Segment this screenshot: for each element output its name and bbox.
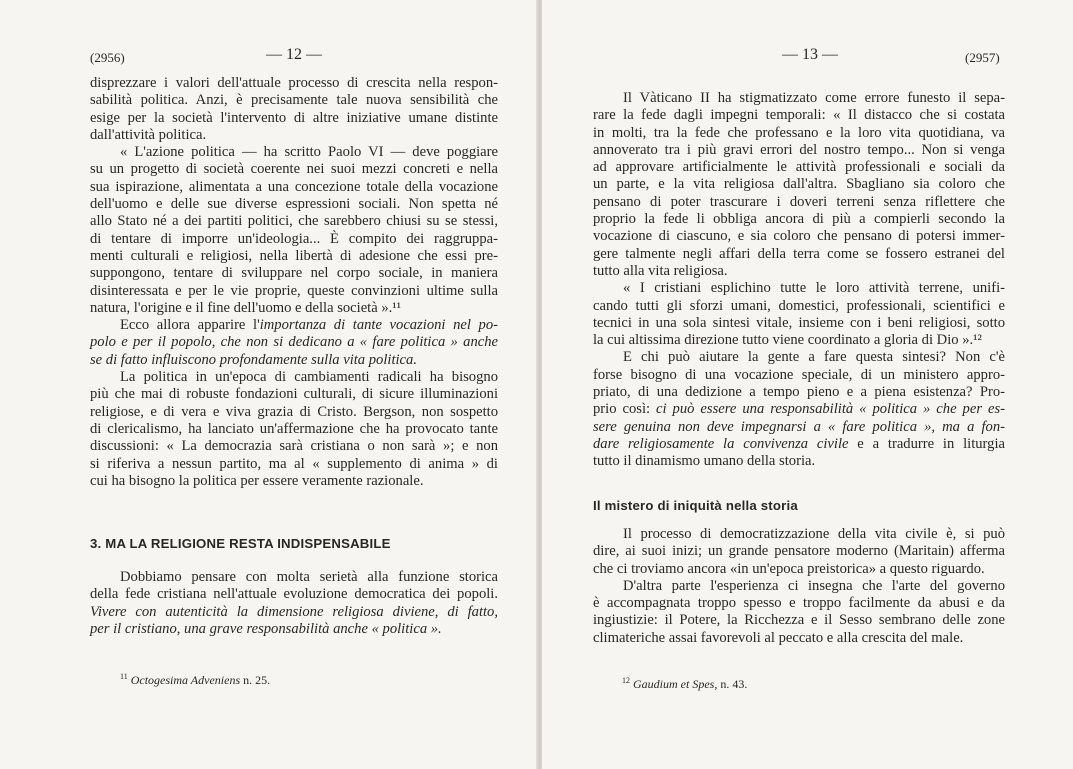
text-line: prio così: ci può essere una responsabilità « politica » che per es- (593, 401, 1005, 418)
text-line: priato, di una dedizione a tempo pieno e a piena esistenza? Pro- (593, 384, 1005, 401)
text-line: rare la fede dagli impegni temporali: « Il distacco che si costata (593, 107, 1005, 124)
text-line: menti culturali e religiosi, nella libertà di adesione che essi pre- (90, 247, 498, 264)
text-line: natura, l'origine e il fine dell'uomo e della società ».¹¹ (90, 299, 402, 316)
text-line: vocazione di ciascuno, e sia coloro che pensano di potersi immer- (593, 228, 1005, 245)
paragraph (90, 144, 498, 317)
left-body-top (90, 75, 498, 490)
text-line: E chi può aiutare la gente a fare questa sintesi? Non c'è (623, 349, 1005, 366)
text-line: che ci troviamo ancora «in un'epoca preistorica» a questo riguardo. (593, 560, 985, 577)
text-line: gere talmente negli affari della terra come se fossero estranei del (593, 245, 1005, 262)
paragraph (90, 369, 498, 490)
text-line: « L'azione politica — ha scritto Paolo VI — deve poggiare (120, 144, 498, 161)
text-line: della fede cristiana nell'attuale evoluzione democratica dei popoli. (90, 586, 498, 603)
text-line: dare religiosamente la convivenza civile e a tradurre in liturgia (593, 435, 1005, 452)
text-line: ad approvare artificialmente le attività professionali e sociali da (593, 159, 1005, 176)
section-heading: Il mistero di iniquità nella storia (593, 498, 798, 513)
text-line: disinteressata e per le vie proprie, queste convinzioni ultime sulla (90, 282, 498, 299)
text-line: religiose, e di vera e viva grazia di Cristo. Bergson, non sospetto (90, 403, 498, 420)
text-line: D'altra parte l'esperienza ci insegna che l'arte del governo (623, 577, 1005, 594)
text-line: sua ispirazione, alimentata a una concezione totale della vocazione (90, 178, 498, 195)
text-line: la cui altissima direzione tutto viene coordinato a gloria di Dio ».¹² (593, 332, 982, 349)
right-body-top (593, 90, 1005, 471)
text-line: per il cristiano, una grave responsabilità anche « politica ». (90, 620, 442, 637)
text-line: annoverato tra i più gravi errori del nostro tempo... Non si venga (593, 141, 1005, 158)
footnote: $^{12}$ Gaudium et Spes, n. 43. (622, 676, 748, 691)
text-line: di tentare di imporre un'ideologia... È compito dei raggruppa- (90, 230, 498, 247)
text-line: cando tutti gli sforzi umani, domestici, professionali, scientifici e (593, 297, 1005, 314)
text-line: dell'uomo e delle sue diverse espressioni sociali. Non spetta né (90, 196, 498, 213)
text-line: su un progetto di società coerente nei suoi mezzi concreti e nella (90, 161, 498, 178)
text-line: climateriche assai favorevoli al peccato e alla crescita del male. (593, 629, 964, 646)
footnote: $^{11}$ Octogesima Adveniens n. 25. (120, 672, 271, 687)
text-line: tutto il dinamismo umano della storia. (593, 453, 816, 470)
text-line: allo Stato né a dei partiti politici, che sarebbero chiusi su se stessi, (90, 213, 498, 230)
right-body-bottom (593, 526, 1005, 647)
text-line: esige per la società l'intervento di altre iniziative umane distinte (90, 109, 498, 126)
text-line: sabilità politica. Anzi, è precisamente tale nuova sensibilità che (90, 92, 498, 109)
text-line: tecnici in una sola sintesi vitale, insieme con i beni religiosi, sotto (593, 314, 1005, 331)
text-line: suppongono, tentare di sviluppare nel corpo sociale, in maniera (90, 265, 498, 282)
text-line: Il processo di democratizzazione della vita civile è, si può (623, 526, 1005, 542)
text-line: Vivere con autenticità la dimensione religiosa diviene, di fatto, (90, 603, 498, 620)
text-line: se di fatto influiscono profondamente sulla vita politica. (90, 351, 417, 368)
paragraph (90, 317, 498, 369)
text-line: disprezzare i valori dell'attuale processo di crescita nella respon- (90, 75, 498, 91)
text-line: dire, ai suoi inizi; un grande pensatore moderno (Maritain) afferma (593, 543, 1005, 560)
text-line: Dobbiamo pensare con molta serietà alla funzione storica (120, 569, 498, 585)
text-line: La politica in un'epoca di cambiamenti radicali ha bisogno (120, 369, 498, 386)
text-line: è accompagnata troppo spesso e troppo facilmente da abusi e da (593, 595, 1005, 612)
text-line: tutto alla vita religiosa. (593, 262, 728, 279)
text-line: si riferiva a nessun partito, ma al « supplemento di anima » di (90, 455, 498, 472)
left-body-bottom (90, 569, 498, 638)
text-line: proprio la fede li obbliga ancora di più a compierli secondo la (593, 211, 1005, 228)
page-code-right: (2957) (965, 50, 1000, 65)
text-line: in molti, tra la fede che professano e la loro vita quotidiana, va (593, 124, 1005, 141)
text-line: pensano di poter trascurare i doveri terreni senza riflettere che (593, 193, 1005, 210)
text-line: ingiustizie: il Potere, la Ricchezza e il Sesso sembrano delle zone (593, 612, 1005, 629)
text-line: un parte, e la vita religiosa dall'altra. Sbagliano sia coloro che (593, 176, 1005, 193)
paragraph (593, 349, 1005, 470)
section-heading: 3. MA LA RELIGIONE RESTA INDISPENSABILE (90, 536, 391, 551)
paragraph (593, 280, 1005, 349)
paragraph (593, 90, 1005, 280)
text-line: di clericalismo, ha lanciato un'affermazione che ha provocato tante (90, 420, 498, 437)
text-line: forse bisogno di una vocazione speciale, di un ministero appro- (593, 366, 1005, 383)
text-line: più che mai di robuste fondazioni culturali, di sicure illuminazioni (90, 386, 498, 403)
text-line: dall'attività politica. (90, 126, 207, 143)
text-line: Il Vàticano II ha stigmatizzato come errore funesto il sepa- (623, 90, 1005, 106)
page-code-left: (2956) (90, 50, 125, 65)
text-line: cui ha bisogno la politica per essere veramente razionale. (90, 472, 424, 489)
text-line: sere genuina non deve impegnarsi a « fare politica », ma a fon- (593, 418, 1005, 435)
page-number-right: — 13 — (782, 46, 838, 63)
text-line: polo e per il popolo, che non si dedicano a « fare politica » anche (90, 334, 498, 351)
text-line: discussioni: « La democrazia sarà cristiana o non sarà »; e non (90, 438, 498, 455)
page-number-left: — 12 — (266, 46, 322, 63)
text-line: Ecco allora apparire l'importanza di tante vocazioni nel po- (120, 317, 498, 334)
paragraph (90, 75, 498, 144)
right-page (542, 0, 1073, 769)
text-line: « I cristiani esplichino tutte le loro attività terrene, unifi- (623, 280, 1005, 297)
